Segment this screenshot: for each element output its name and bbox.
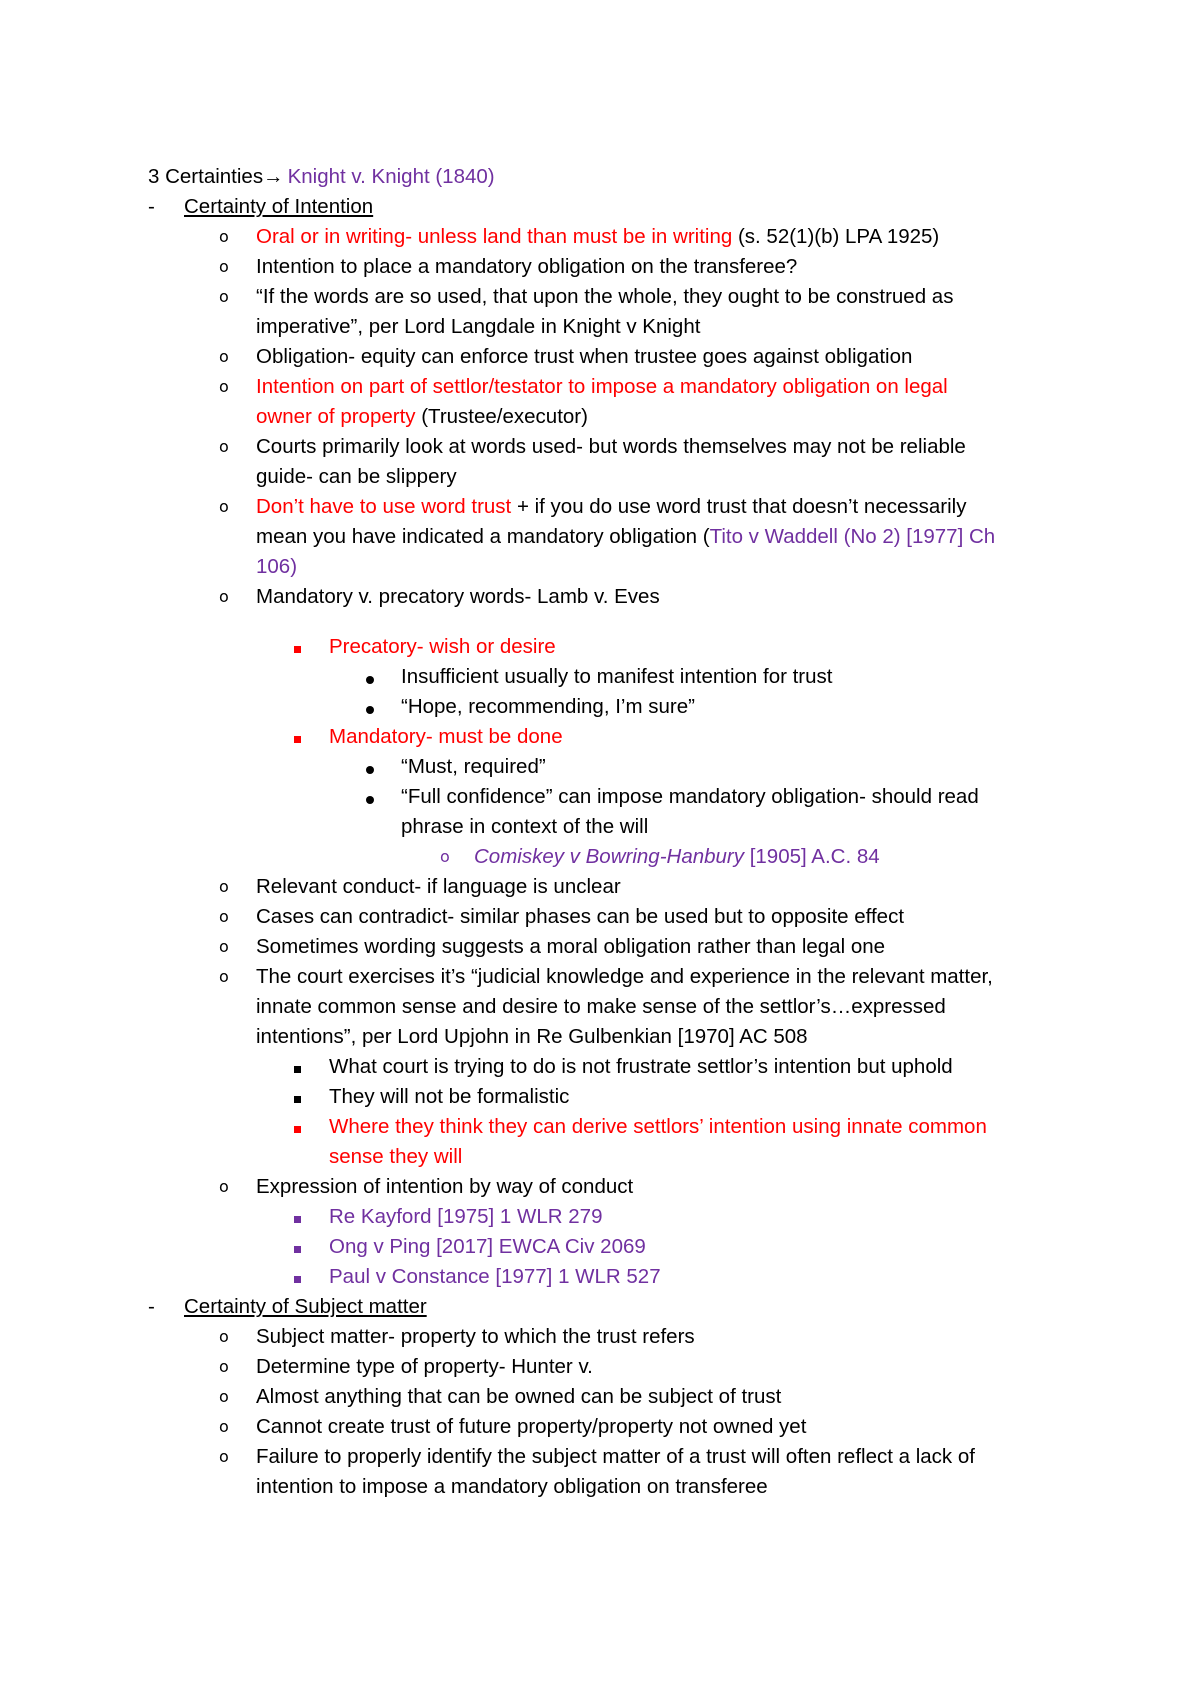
square-bullet	[294, 1066, 301, 1073]
list-item: “Full confidence” can impose mandatory obligation- should read	[401, 785, 979, 808]
circle-bullet: o	[219, 347, 229, 366]
list-item-continuation: owner of property (Trustee/executor)	[256, 405, 588, 428]
list-item: Relevant conduct- if language is unclear	[256, 875, 621, 898]
document-title	[148, 163, 495, 191]
list-item: The court exercises it’s “judicial knowledge and experience in the relevant matter,	[256, 965, 993, 988]
dot-bullet	[366, 766, 374, 774]
list-item-continuation: sense they will	[329, 1145, 463, 1168]
circle-bullet: o	[219, 497, 229, 516]
dot-bullet	[366, 796, 374, 804]
circle-bullet: o	[219, 287, 229, 306]
list-item: Sometimes wording suggests a moral obligation rather than legal one	[256, 935, 886, 958]
circle-bullet: o	[219, 437, 229, 456]
list-item: Insufficient usually to manifest intention for trust	[401, 665, 833, 688]
case-citation: Ong v Ping [2017] EWCA Civ 2069	[329, 1235, 646, 1258]
square-bullet	[294, 1096, 301, 1103]
case-citation: Re Kayford [1975] 1 WLR 279	[329, 1205, 603, 1228]
list-item: Don’t have to use word trust + if you do use word trust that doesn’t necessarily	[256, 495, 967, 518]
circle-bullet: o	[219, 1387, 229, 1406]
list-item-continuation: intention to impose a mandatory obligation on transferee	[256, 1475, 768, 1498]
list-item: Where they think they can derive settlors’ intention using innate common	[329, 1115, 987, 1138]
list-item: Expression of intention by way of conduct	[256, 1175, 634, 1198]
square-bullet	[294, 1216, 301, 1223]
list-item: Precatory- wish or desire	[329, 635, 556, 658]
list-item: Mandatory v. precatory words- Lamb v. Eves	[256, 585, 660, 608]
square-bullet	[294, 1276, 301, 1283]
circle-bullet: o	[219, 1417, 229, 1436]
list-item: Intention to place a mandatory obligation on the transferee?	[256, 255, 798, 278]
list-item-continuation: phrase in context of the will	[401, 815, 649, 838]
section-heading-intention: Certainty of Intention	[184, 195, 374, 218]
dot-bullet	[366, 706, 374, 714]
circle-bullet: o	[219, 967, 229, 986]
square-bullet	[294, 1126, 301, 1133]
list-item: Intention on part of settlor/testator to impose a mandatory obligation on legal	[256, 375, 948, 398]
case-citation: Comiskey v Bowring-Hanbury [1905] A.C. 84	[474, 845, 880, 868]
list-item-continuation: mean you have indicated a mandatory obligation (Tito v Waddell (No 2) [1977] Ch	[256, 525, 996, 548]
list-item: They will not be formalistic	[329, 1085, 570, 1108]
dash-marker: -	[148, 195, 155, 218]
list-item: Subject matter- property to which the trust refers	[256, 1325, 695, 1348]
circle-bullet: o	[219, 227, 229, 246]
list-item-continuation: intentions”, per Lord Upjohn in Re Gulbenkian [1970] AC 508	[256, 1025, 808, 1048]
list-item: “Must, required”	[401, 755, 546, 778]
case-citation: Tito v Waddell (No 2) [1977] Ch	[709, 525, 996, 548]
list-item-continuation: imperative”, per Lord Langdale in Knight v Knight	[256, 315, 701, 338]
circle-bullet: o	[219, 877, 229, 896]
circle-bullet: o	[219, 377, 229, 396]
circle-bullet: o	[219, 937, 229, 956]
square-bullet	[294, 1246, 301, 1253]
list-item: “Hope, recommending, I’m sure”	[401, 695, 695, 718]
list-item: Cases can contradict- similar phases can be used but to opposite effect	[256, 905, 905, 928]
list-item: Cannot create trust of future property/property not owned yet	[256, 1415, 807, 1438]
list-item: What court is trying to do is not frustrate settlor’s intention but uphold	[329, 1055, 953, 1078]
square-bullet	[294, 736, 301, 743]
title-case: Knight v. Knight (1840)	[287, 165, 495, 188]
case-citation: Paul v Constance [1977] 1 WLR 527	[329, 1265, 661, 1288]
square-bullet	[294, 646, 301, 653]
circle-bullet: o	[440, 847, 450, 866]
arrow-icon: →	[263, 165, 284, 188]
list-item: Almost anything that can be owned can be subject of trust	[256, 1385, 782, 1408]
list-item-continuation: 106)	[256, 555, 298, 578]
circle-bullet: o	[219, 1327, 229, 1346]
list-item: “If the words are so used, that upon the whole, they ought to be construed as	[256, 285, 954, 308]
list-item-continuation: innate common sense and desire to make sense of the settlor’s…expressed	[256, 995, 946, 1018]
circle-bullet: o	[219, 1447, 229, 1466]
dash-marker: -	[148, 1295, 155, 1318]
list-item: Oral or in writing- unless land than must be in writing (s. 52(1)(b) LPA 1925)	[256, 225, 940, 248]
list-item-continuation: guide- can be slippery	[256, 465, 457, 488]
circle-bullet: o	[219, 907, 229, 926]
list-item: Mandatory- must be done	[329, 725, 563, 748]
circle-bullet: o	[219, 1357, 229, 1376]
list-item: Obligation- equity can enforce trust when trustee goes against obligation	[256, 345, 913, 368]
section-heading-subject-matter: Certainty of Subject matter	[184, 1295, 427, 1318]
list-item: Determine type of property- Hunter v.	[256, 1355, 593, 1378]
list-item: Failure to properly identify the subject matter of a trust will often reflect a lack of	[256, 1445, 975, 1468]
dot-bullet	[366, 676, 374, 684]
list-item: Courts primarily look at words used- but words themselves may not be reliable	[256, 435, 966, 458]
title-prefix: 3 Certainties	[148, 165, 264, 188]
circle-bullet: o	[219, 1177, 229, 1196]
circle-bullet: o	[219, 257, 229, 276]
circle-bullet: o	[219, 587, 229, 606]
